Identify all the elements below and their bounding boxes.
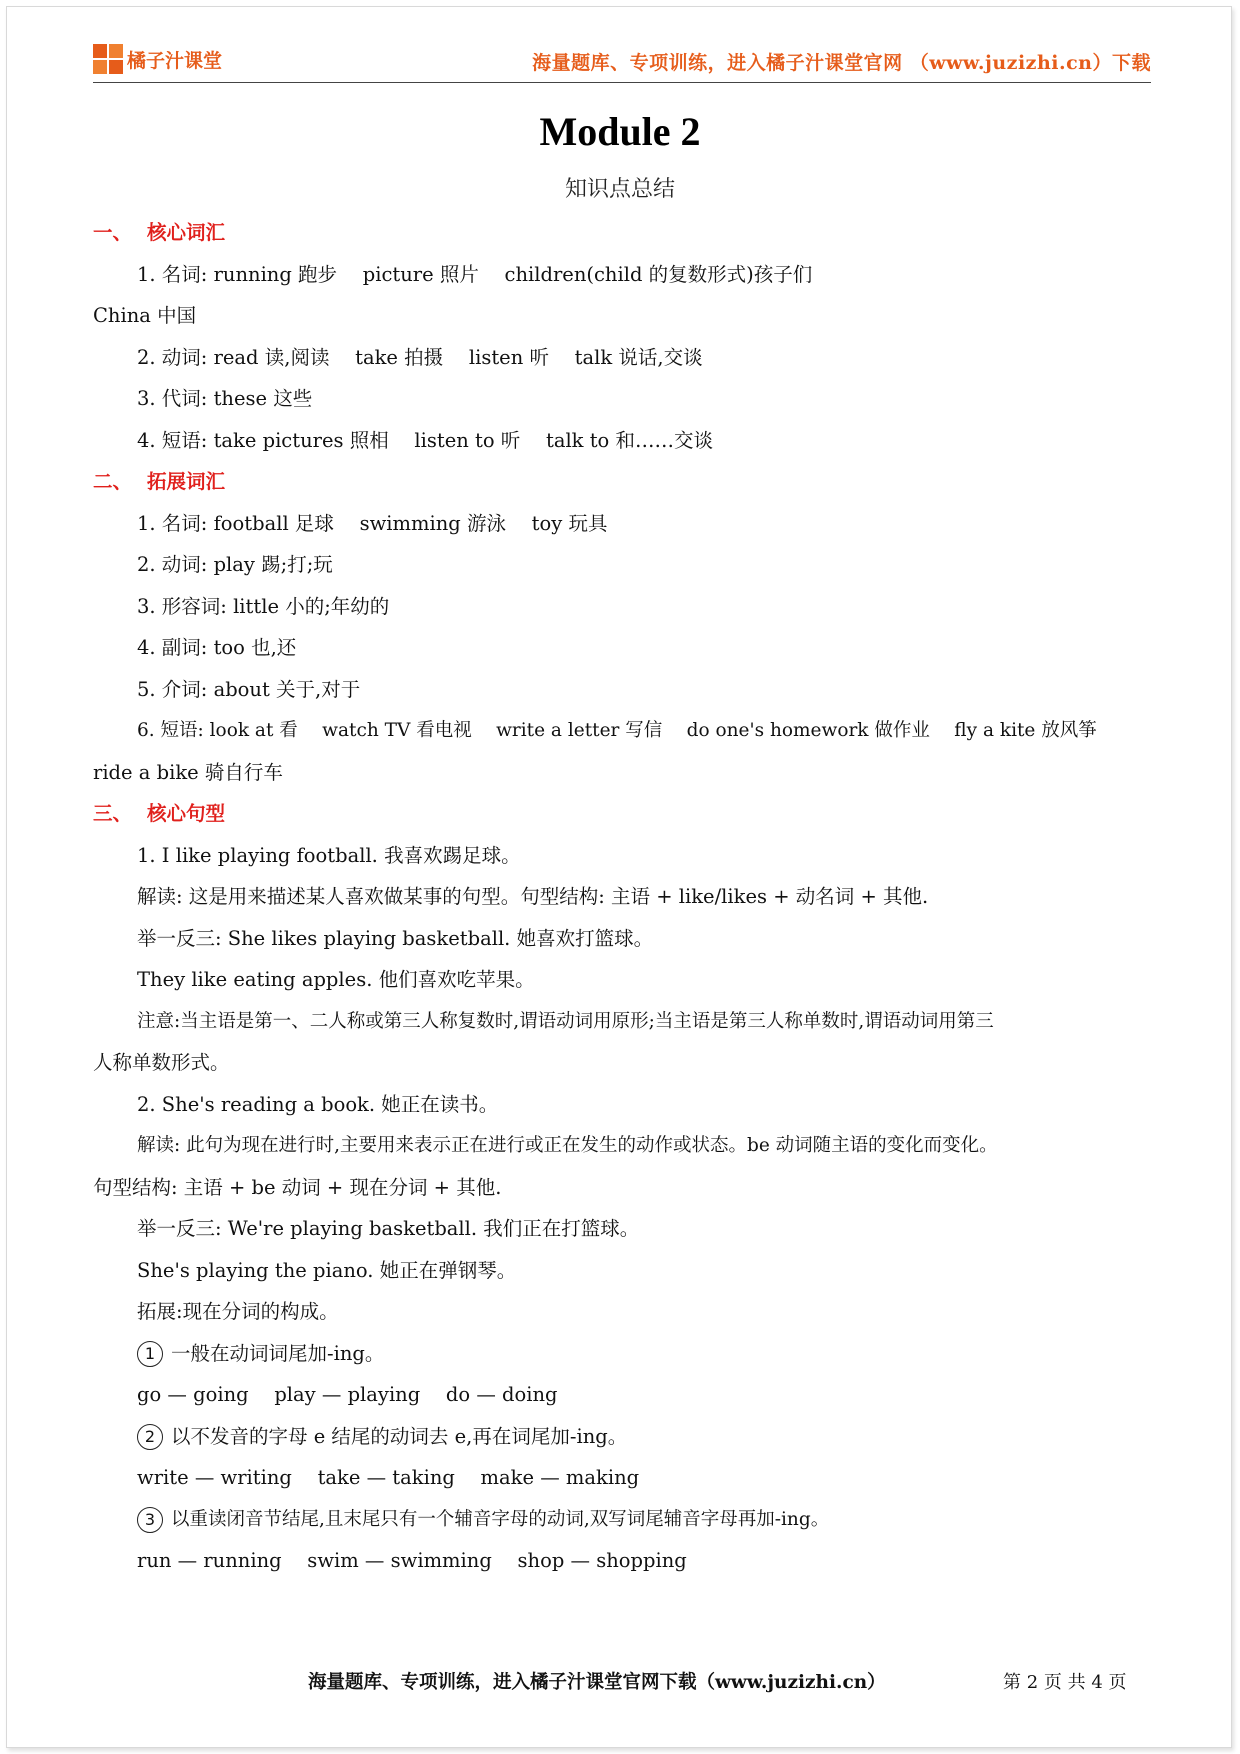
- page-title: Module 2: [539, 109, 701, 154]
- text-line: 1. I like playing football. 我喜欢踢足球。: [137, 843, 521, 867]
- section-heading: [93, 212, 1151, 254]
- text-line: 2. 动词: read 读,阅读 take 拍摄 listen 听 talk 说话,交谈: [137, 345, 703, 369]
- list-item: [93, 1416, 1151, 1458]
- text-line: 举一反三: We're playing basketball. 我们正在打篮球。: [137, 1217, 640, 1240]
- text-line: 3. 形容词: little 小的;年幼的: [137, 594, 390, 618]
- text-line: 人称单数形式。: [93, 1051, 230, 1074]
- section-heading: [93, 461, 1151, 503]
- circled-number: 3: [137, 1507, 163, 1533]
- text-line: She's playing the piano. 她正在弹钢琴。: [137, 1258, 517, 1282]
- text-line: 一般在动词词尾加-ing。: [171, 1341, 385, 1365]
- page-subtitle: 知识点总结: [564, 177, 675, 202]
- text-line: 2. 动词: play 踢;打;玩: [137, 553, 333, 576]
- text-line: go — going play — playing do — doing: [137, 1383, 558, 1406]
- text-line: 以不发音的字母 e 结尾的动词去 e,再在词尾加-ing。: [171, 1424, 628, 1448]
- section-heading: [93, 793, 1151, 835]
- text-line: 拓展:现在分词的构成。: [137, 1300, 339, 1323]
- section-title: 核心词汇: [147, 221, 226, 244]
- text-line: 注意:当主语是第一、二人称或第三人称复数时,谓语动词用原形;当主语是第三人称单数时,谓语动词用第三: [137, 1010, 994, 1032]
- circled-number: 1: [137, 1341, 163, 1367]
- text-line: 4. 短语: take pictures 照相 listen to 听 talk to 和……交谈: [137, 428, 713, 452]
- section-number: 三、: [93, 802, 133, 825]
- text-line: 举一反三: She likes playing basketball. 她喜欢打篮球。: [137, 926, 654, 950]
- text-line: 6. 短语: look at 看 watch TV 看电视 write a letter 写信 do one's homework 做作业 fly a kite 放风筝: [137, 720, 1097, 741]
- section-number: 二、: [93, 470, 133, 493]
- text-line: They like eating apples. 他们喜欢吃苹果。: [137, 968, 535, 991]
- text-line: 5. 介词: about 关于,对于: [137, 677, 361, 701]
- text-line: China 中国: [93, 304, 197, 327]
- text-line: 1. 名词: running 跑步 picture 照片 children(child 的复数形式)孩子们: [137, 262, 813, 286]
- section-title: 拓展词汇: [147, 470, 226, 493]
- text-line: 4. 副词: too 也,还: [137, 636, 297, 659]
- logo: [93, 44, 222, 74]
- text-line: 解读: 此句为现在进行时,主要用来表示正在进行或正在发生的动作或状态。be 动词随主语的变化而变化。: [137, 1135, 998, 1156]
- circled-number: 2: [137, 1424, 163, 1450]
- text-line: ride a bike 骑自行车: [93, 760, 283, 784]
- text-line: 2. She's reading a book. 她正在读书。: [137, 1092, 499, 1116]
- text-line: 解读: 这是用来描述某人喜欢做某事的句型。句型结构: 主语 + like/likes + 动名词 + 其他.: [137, 885, 929, 908]
- document-body: [93, 212, 1151, 1582]
- text-line: run — running swim — swimming shop — shopping: [137, 1549, 687, 1572]
- logo-icon: [93, 44, 123, 74]
- list-item: [93, 1333, 1151, 1375]
- page-number: 第 2 页 共 4 页: [1003, 1672, 1127, 1693]
- text-line: write — writing take — taking make — making: [137, 1466, 640, 1489]
- page-header: [93, 42, 1151, 83]
- text-line: 1. 名词: football 足球 swimming 游泳 toy 玩具: [137, 511, 608, 535]
- text-line: 句型结构: 主语 + be 动词 + 现在分词 + 其他.: [93, 1175, 502, 1199]
- footer-text: 海量题库、专项训练，进入橘子汁课堂官网下载（www.juzizhi.cn）: [308, 1672, 886, 1693]
- text-line: 3. 代词: these 这些: [137, 387, 313, 410]
- list-item: [93, 1499, 1151, 1541]
- logo-text: 橘子汁课堂: [127, 49, 223, 72]
- section-number: 一、: [93, 221, 133, 244]
- text-line: 以重读闭音节结尾,且末尾只有一个辅音字母的动词,双写词尾辅音字母再加-ing。: [171, 1508, 830, 1530]
- header-slogan: 海量题库、专项训练，进入橘子汁课堂官网 （www.juzizhi.cn）下载: [532, 52, 1151, 74]
- section-title: 核心句型: [147, 802, 226, 825]
